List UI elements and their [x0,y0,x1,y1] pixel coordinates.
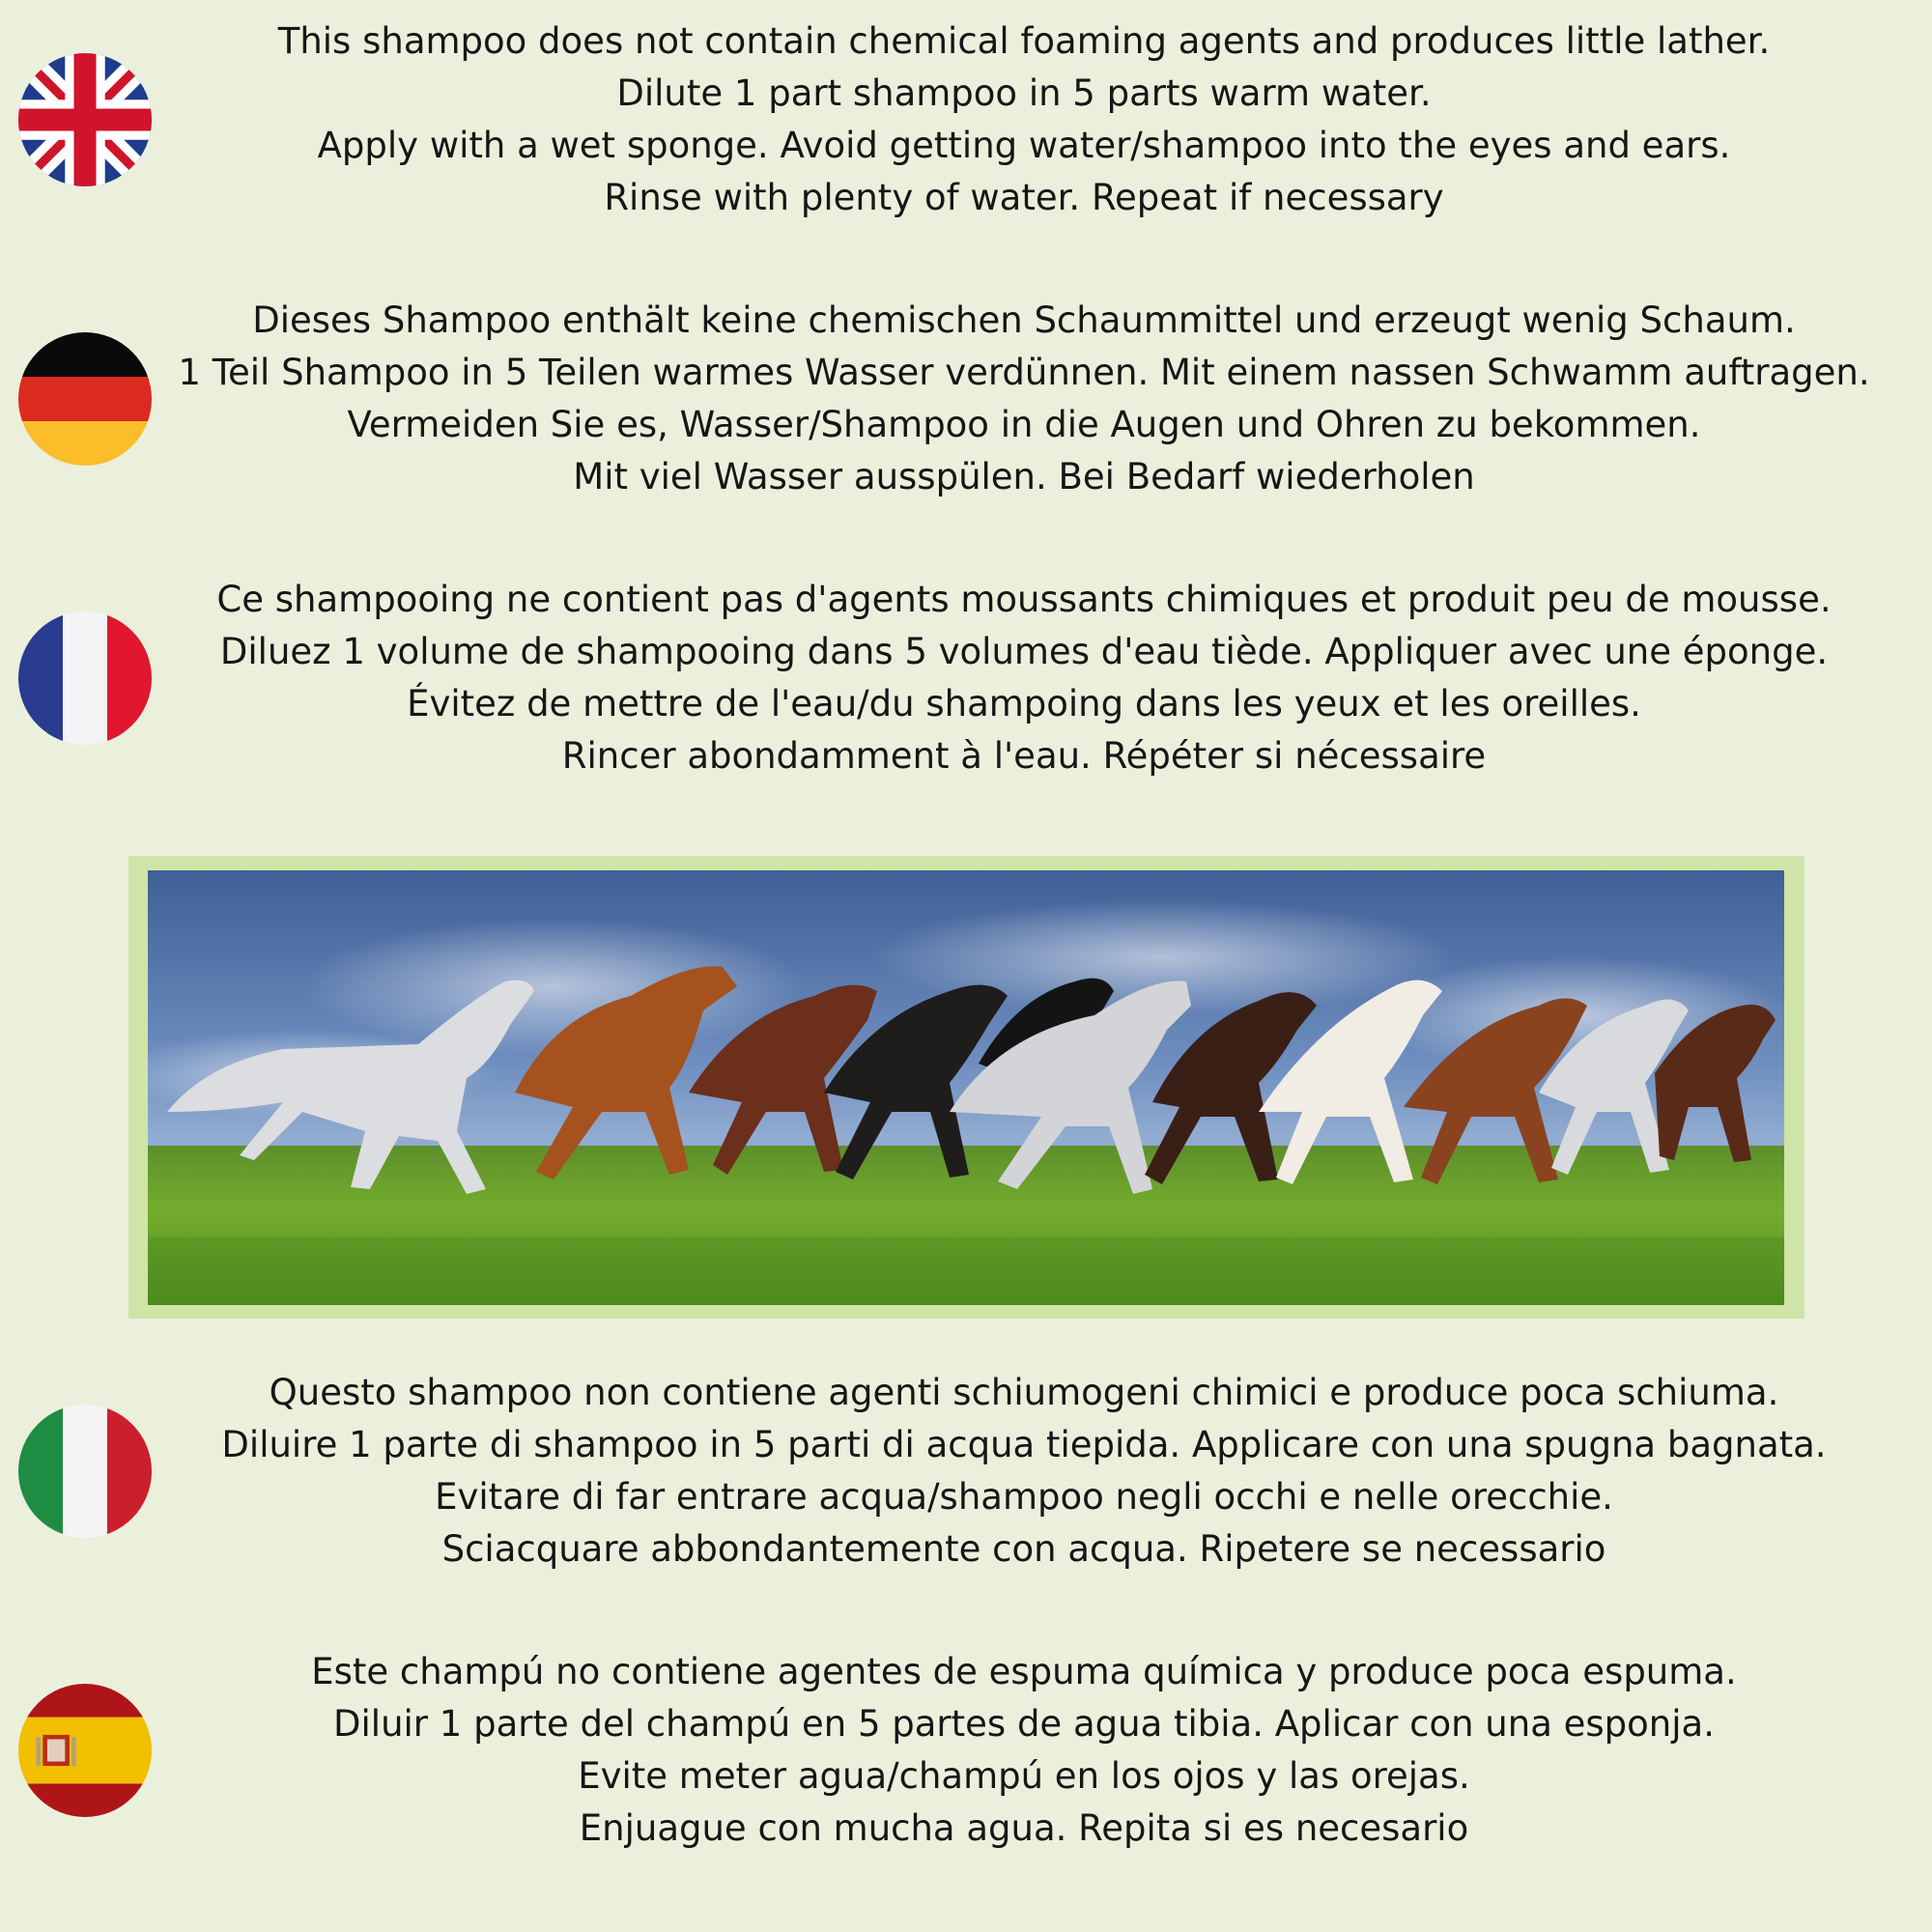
germany-flag-icon [18,332,152,466]
instructions-french [164,574,1884,782]
running-horses-photo [148,870,1784,1305]
instruction-line: Evitare di far entrare acqua/shampoo negli occhi e nelle orecchie. [435,1476,1613,1518]
horses-banner [128,856,1804,1319]
italy-flag-icon [18,1405,152,1538]
instructions-english [164,15,1884,224]
spain-flag-icon [18,1684,152,1817]
instruction-line: 1 Teil Shampoo in 5 Teilen warmes Wasser verdünnen. Mit einem nassen Schwamm auftragen. [178,352,1870,393]
instruction-line: Rincer abondamment à l'eau. Répéter si nécessaire [561,735,1487,777]
instruction-line: Rinse with plenty of water. Repeat if necessary [604,177,1444,218]
instruction-line: Evite meter agua/champú en los ojos y las orejas. [578,1755,1470,1797]
instruction-line: Ce shampooing ne contient pas d'agents moussants chimiques et produit peu de mousse. [216,579,1832,620]
instruction-line: Apply with a wet sponge. Avoid getting water/shampoo into the eyes and ears. [317,125,1731,166]
instructions-italian [164,1367,1884,1576]
instruction-line: Diluez 1 volume de shampooing dans 5 volumes d'eau tiède. Appliquer avec une éponge. [219,631,1829,672]
instruction-line: Dilute 1 part shampoo in 5 parts warm water. [616,72,1432,114]
instruction-line: Vermeiden Sie es, Wasser/Shampoo in die Augen und Ohren zu bekommen. [347,404,1701,445]
instruction-line: Enjuague con mucha agua. Repita si es necesario [579,1807,1469,1849]
instructions-german [164,295,1884,503]
instruction-line: Este champú no contiene agentes de espuma química y produce poca espuma. [311,1651,1737,1692]
uk-flag-icon [18,53,152,186]
instruction-line: Questo shampoo non contiene agenti schiumogeni chimici e produce poca schiuma. [269,1372,1779,1413]
instruction-line: Diluire 1 parte di shampoo in 5 parti di acqua tiepida. Applicare con una spugna bagnata. [221,1424,1827,1465]
instruction-line: Mit viel Wasser ausspülen. Bei Bedarf wiederholen [573,456,1475,497]
instruction-line: Dieses Shampoo enthält keine chemischen Schaummittel und erzeugt wenig Schaum. [252,299,1796,341]
instruction-line: Sciacquare abbondantemente con acqua. Ripetere se necessario [441,1528,1606,1570]
instruction-line: Évitez de mettre de l'eau/du shampoing dans les yeux et les oreilles. [407,683,1641,724]
instructions-spanish [164,1646,1884,1855]
instruction-line: This shampoo does not contain chemical foaming agents and produces little lather. [277,20,1771,62]
france-flag-icon [18,611,152,745]
instruction-line: Diluir 1 parte del champú en 5 partes de agua tibia. Aplicar con una esponja. [333,1703,1715,1745]
